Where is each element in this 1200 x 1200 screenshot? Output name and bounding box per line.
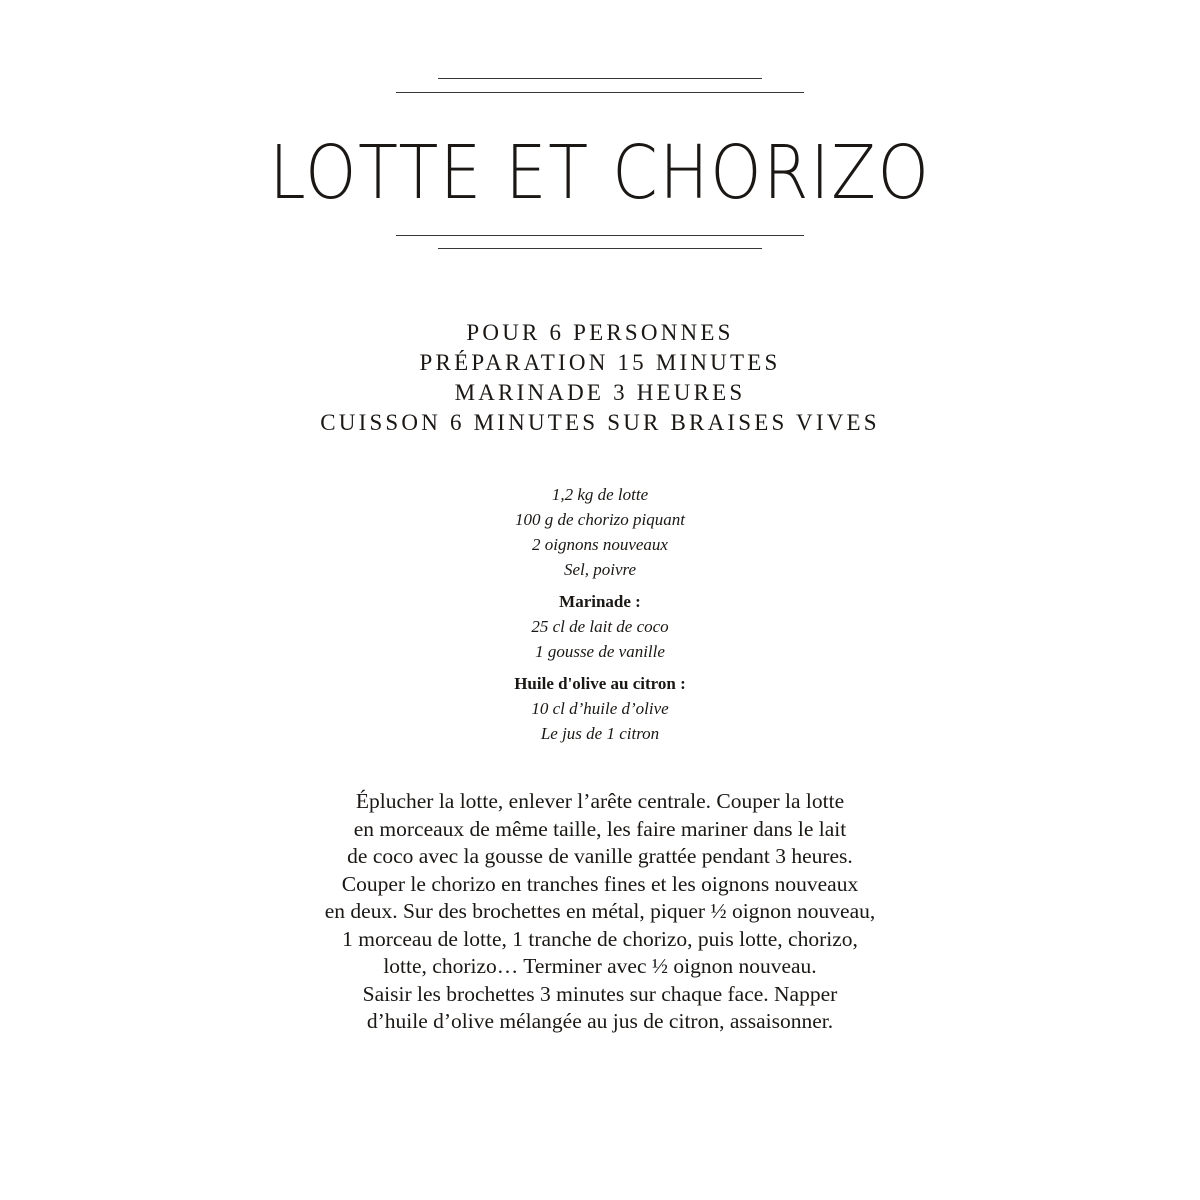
recipe-title: LOTTE ET CHORIZO [269, 130, 931, 216]
oil-item: 10 cl d’huile d’olive [531, 699, 669, 718]
method-text [0, 788, 1200, 1036]
oil-item: Le jus de 1 citron [540, 724, 660, 743]
marinade-heading: Marinade : [559, 592, 641, 611]
method-line: en morceaux de même taille, les faire mariner dans le lait [353, 816, 847, 841]
oil-heading: Huile d'olive au citron : [514, 674, 686, 693]
method-line: lotte, chorizo… Terminer avec ½ oignon nouveau. [383, 954, 817, 978]
marinade-time: MARINADE 3 HEURES [454, 380, 746, 405]
method-line: d’huile d’olive mélangée au jus de citron, assaisonner. [366, 1009, 834, 1033]
servings: POUR 6 PERSONNES [466, 320, 734, 345]
method-line: 1 morceau de lotte, 1 tranche de chorizo, puis lotte, chorizo, [342, 926, 858, 951]
ingredient-item: 1,2 kg de lotte [551, 485, 649, 504]
title-rule-bottom-long [396, 235, 804, 236]
method-line: Éplucher la lotte, enlever l’arête centrale. Couper la lotte [355, 789, 845, 813]
title-rule-top-long [396, 92, 804, 93]
marinade-item: 25 cl de lait de coco [531, 617, 669, 636]
method-line: Couper le chorizo en tranches fines et les oignons nouveaux [341, 871, 859, 896]
ingredients-list [0, 482, 1200, 746]
preparation-time: PRÉPARATION 15 MINUTES [419, 350, 781, 375]
title-rule-bottom-short [438, 248, 762, 249]
method-line: de coco avec la gousse de vanille grattée pendant 3 heures. [347, 844, 853, 868]
title-rule-top-short [438, 78, 762, 79]
ingredient-item: Sel, poivre [563, 560, 637, 579]
method-line: en deux. Sur des brochettes en métal, piquer ½ oignon nouveau, [324, 899, 876, 923]
cooking-time: CUISSON 6 MINUTES SUR BRAISES VIVES [320, 410, 880, 435]
recipe-meta [0, 318, 1200, 438]
marinade-item: 1 gousse de vanille [535, 642, 665, 661]
ingredient-item: 2 oignons nouveaux [532, 535, 668, 554]
method-line: Saisir les brochettes 3 minutes sur chaque face. Napper [362, 981, 838, 1006]
ingredient-item: 100 g de chorizo piquant [515, 510, 685, 529]
